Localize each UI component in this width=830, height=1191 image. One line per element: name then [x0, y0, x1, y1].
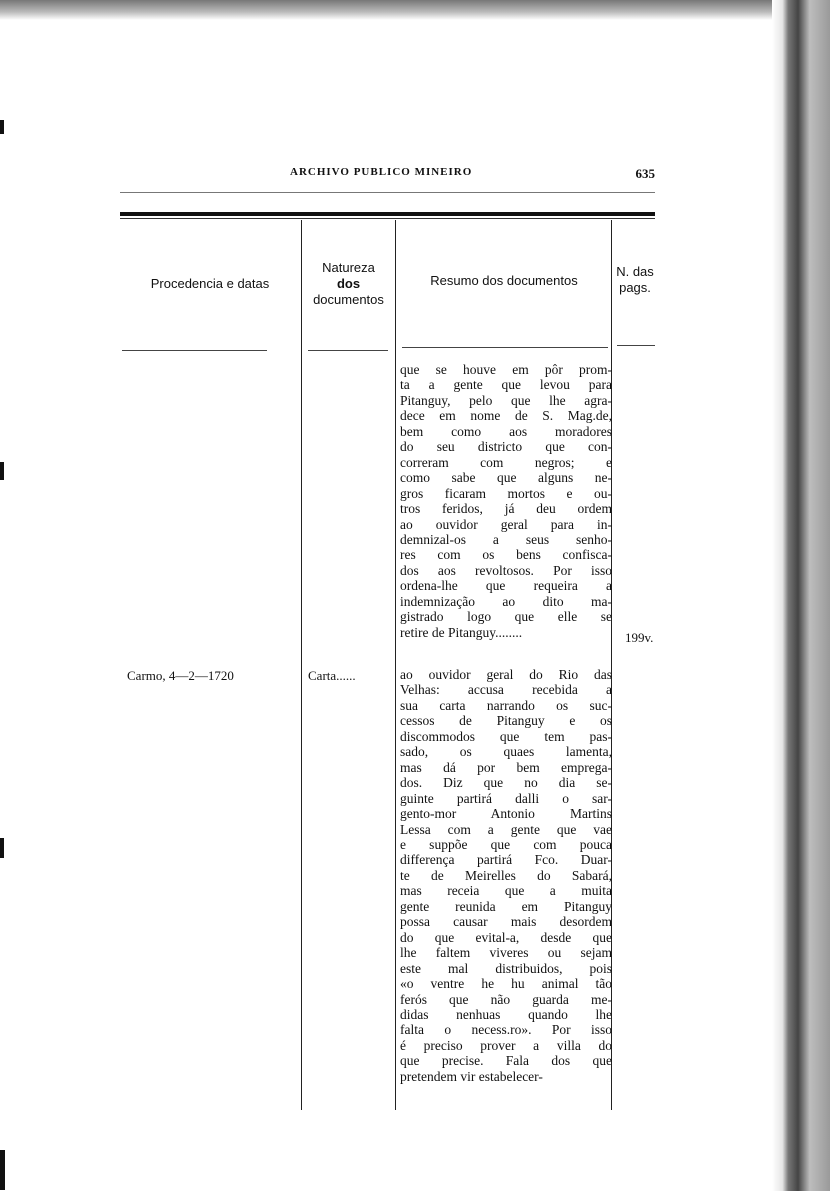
scan-mark	[0, 462, 4, 480]
summary-line: ordena-lhe que requeira a	[400, 578, 612, 594]
summary-line: guinte partirá dalli o sar-	[400, 790, 612, 806]
column-divider	[301, 220, 302, 1110]
summary-line: ao ouvidor geral do Rio das	[400, 667, 612, 682]
running-header	[120, 166, 655, 186]
entry-natureza: Carta......	[308, 668, 356, 683]
summary-line: dos. Diz que no dia se-	[400, 775, 612, 791]
summary-line: este mal distribuidos, pois	[400, 960, 612, 976]
summary-line: gros ficaram mortos e ou-	[400, 485, 612, 501]
entry-pags: 199v.	[625, 630, 654, 645]
summary-line: gente reunida em Pitanguy	[400, 898, 612, 914]
summary-line: do seu districto que con-	[400, 439, 612, 455]
scan-mark	[0, 838, 4, 858]
summary-line: falta o necess.ro». Por isso	[400, 1022, 612, 1038]
summary-line: ferós que não guarda me-	[400, 991, 612, 1007]
column-divider	[395, 220, 396, 1110]
summary-line: e suppõe que com pouca	[400, 836, 612, 852]
summary-line: é preciso prover a villa do	[400, 1037, 612, 1053]
summary-line: que precise. Fala dos que	[400, 1053, 612, 1069]
summary-line: mas dá por bem emprega-	[400, 759, 612, 775]
column-header-natureza: Natureza dos documentos	[313, 260, 384, 307]
header-bottom-rule	[617, 345, 655, 346]
summary-line: como sabe que alguns ne-	[400, 470, 612, 486]
header-bottom-rule	[402, 347, 608, 348]
summary-line: indemnização ao dito ma-	[400, 593, 612, 609]
summary-line: ao ouvidor geral para in-	[400, 516, 612, 532]
page-number: 635	[635, 166, 655, 181]
summary-line: res com os bens confisca-	[400, 547, 612, 563]
summary-line: lhe faltem viveres ou sejam	[400, 945, 612, 961]
summary-line: do que evital-a, desde que	[400, 929, 612, 945]
summary-line: te de Meirelles do Sabará,	[400, 867, 612, 883]
scan-top-shadow	[0, 0, 830, 20]
scan-binding-edge	[772, 0, 830, 1191]
scan-mark	[0, 1150, 5, 1190]
summary-line: dos aos revoltosos. Por isso	[400, 562, 612, 578]
summary-line: que se houve em pôr prom-	[400, 362, 612, 377]
column-header-procedencia: Procedencia e datas	[150, 276, 270, 291]
summary-line: «o ventre he hu animal tão	[400, 976, 612, 992]
summary-line: Velhas: accusa recebida a	[400, 682, 612, 698]
summary-line: dece em nome de S. Mag.de,	[400, 408, 612, 424]
header-bottom-rule	[308, 350, 388, 351]
entry-procedencia: Carmo, 4—2—1720	[127, 668, 234, 683]
summary-line: correram com negros; e	[400, 454, 612, 470]
column-header-pags: N. das pags.	[616, 264, 654, 295]
header-title: ARCHIVO PUBLICO MINEIRO	[290, 166, 473, 178]
summary-line: gento-mor Antonio Martins	[400, 806, 612, 822]
table-top-rule	[120, 212, 655, 216]
summary-line: possa causar mais desordem	[400, 914, 612, 930]
summary-line: cessos de Pitanguy e os	[400, 713, 612, 729]
summary-line: ta a gente que levou para	[400, 377, 612, 393]
header-rule	[120, 192, 655, 193]
summary-line: Lessa com a gente que vae	[400, 821, 612, 837]
header-bottom-rule	[122, 350, 267, 351]
summary-line: pretendem vir estabelecer-	[400, 1068, 543, 1084]
summary-line: sua carta narrando os suc-	[400, 697, 612, 713]
summary-line: didas nenhuas quando lhe	[400, 1006, 612, 1022]
entry-summary	[400, 362, 612, 640]
summary-line: mas receia que a muita	[400, 883, 612, 899]
summary-line: discommodos que tem pas-	[400, 728, 612, 744]
summary-line: retire de Pitanguy........	[400, 624, 523, 640]
entry-summary	[400, 667, 612, 1084]
summary-line: sado, os quaes lamenta,	[400, 744, 612, 760]
summary-line: differença partirá Fco. Duar-	[400, 852, 612, 868]
column-header-resumo: Resumo dos documentos	[430, 273, 578, 288]
summary-line: bem como aos moradores	[400, 423, 612, 439]
summary-line: demnizal-os a seus senho-	[400, 531, 612, 547]
summary-line: Pitanguy, pelo que lhe agra-	[400, 392, 612, 408]
table-top-rule-thin	[120, 218, 655, 219]
scan-mark	[0, 120, 4, 134]
summary-line: gistrado logo que elle se	[400, 609, 612, 625]
summary-line: tros feridos, já deu ordem	[400, 501, 612, 517]
